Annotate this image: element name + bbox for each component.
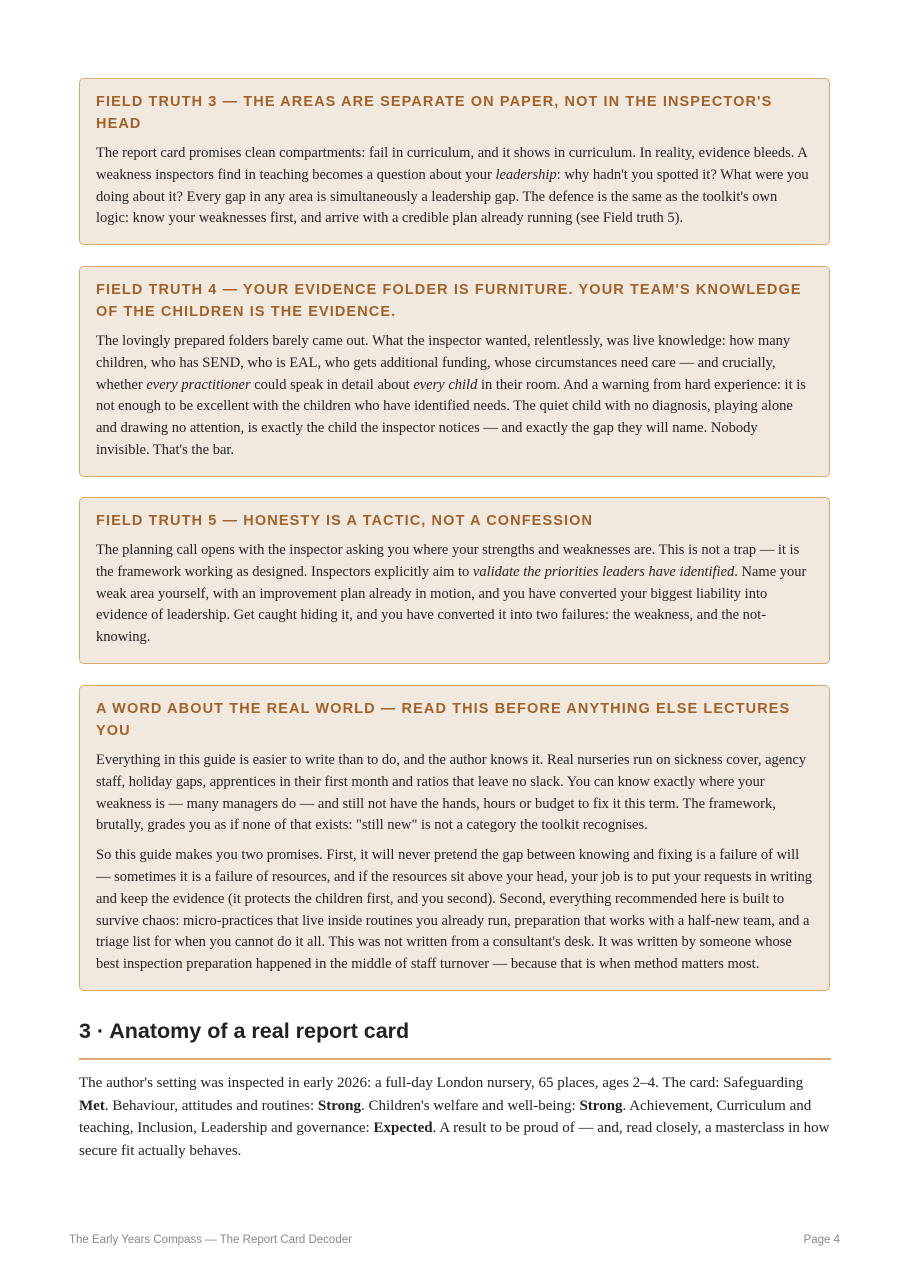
section-heading: 3 · Anatomy of a real report card — [79, 1019, 410, 1043]
text-run: : why hadn't you spotted it? What were you doing about it? Every gap in any area is simultaneously a leadership gap. The defence is the same as the toolkit's own logic: know your weaknesses first, and arrive with a credible plan already running (see Field truth 5). — [96, 166, 809, 227]
field-truth-3-title: FIELD TRUTH 3 — THE AREAS ARE SEPARATE ON PAPER, NOT IN THE INSPECTOR'S HEAD — [96, 94, 773, 132]
bold-text: Strong — [579, 1097, 623, 1114]
text-run: The author's setting was inspected in early 2026: a full-day London nursery, 65 places, ages 2–4. The card: Safeguarding — [79, 1075, 804, 1091]
text-run: The lovingly prepared folders barely came out. What the inspector wanted, relentlessly, was live knowledge: how many children, who has SEND, who is EAL, who gets additional funding, whose circumstances need care — and crucially, whether — [96, 333, 791, 393]
field-truth-5-title: FIELD TRUTH 5 — HONESTY IS A TACTIC, NOT A CONFESSION — [96, 513, 594, 529]
field-truth-4-paragraph — [96, 331, 813, 462]
emphasis-text: validate the priorities leaders have identified — [472, 563, 735, 580]
field-truth-4-title: FIELD TRUTH 4 — YOUR EVIDENCE FOLDER IS FURNITURE. YOUR TEAM'S KNOWLEDGE OF THE CHILDREN IS THE EVIDENCE. — [96, 282, 802, 320]
field-truth-3-box — [79, 78, 830, 245]
real-world-box — [79, 685, 830, 991]
bold-text: Expected — [373, 1120, 433, 1136]
text-run: . Children's welfare and well-being: — [361, 1097, 580, 1114]
text-run: . Behaviour, attitudes and routines: — [104, 1097, 318, 1114]
emphasis-text: every child — [413, 376, 478, 393]
text-run: . A result to be proud of — and, read closely, a masterclass in how secure fit actually behaves. — [79, 1120, 830, 1159]
text-run: in their room. And a warning from hard experience: it is not enough to be excellent with the children who have identified needs. The quiet child with no diagnosis, playing alone and drawing no attention, is exactly the child the inspector notices — and exactly the gap they will name. Nobody invisible. That's the bar. — [96, 376, 806, 458]
text-run: Everything in this guide is easier to write than to do, and the author knows it. Real nurseries run on sickness cover, agency staff, holiday gaps, apprentices in their first month and ratios that leave no slack. You can know exactly where your weakness is — many managers do — and still not have the hands, hours or budget to fix it this term. The framework, brutally, grades you as if none of that exists: "still new" is not a category the toolkit recognises. — [96, 752, 807, 834]
field-truth-3-paragraph — [96, 143, 813, 230]
real-world-paragraph-1 — [96, 750, 813, 837]
text-run: The planning call opens with the inspector asking you where your strengths and weaknesses are. This is not a trap — it is the framework working as designed. Inspectors explicitly aim to — [96, 542, 800, 580]
text-run: . Name your weak area yourself, with an improvement plan already in motion, and you have converted your biggest liability into evidence of leadership. Get caught hiding it, and you have converted it into two failures: the weakness, and the not-knowing. — [96, 563, 807, 646]
real-world-paragraph-2 — [96, 845, 813, 976]
emphasis-text: leadership — [495, 166, 557, 183]
section-paragraph — [79, 1072, 831, 1162]
field-truth-5-paragraph — [96, 540, 813, 649]
text-run: could speak in detail about — [250, 376, 414, 393]
footer-page-number: Page 4 — [803, 1234, 840, 1246]
section-divider — [79, 1058, 831, 1060]
field-truth-4-box — [79, 266, 830, 477]
text-run: The report card promises clean compartments: fail in curriculum, and it shows in curriculum. In reality, evidence bleeds. A weakness inspectors find in teaching becomes a question about your — [96, 145, 807, 183]
bold-text: Strong — [317, 1097, 361, 1114]
field-truth-5-box — [79, 497, 830, 664]
real-world-title: A WORD ABOUT THE REAL WORLD — READ THIS BEFORE ANYTHING ELSE LECTURES YOU — [96, 701, 791, 739]
emphasis-text: every practitioner — [146, 376, 251, 393]
footer-document-title: The Early Years Compass — The Report Card Decoder — [69, 1234, 352, 1246]
text-run: So this guide makes you two promises. First, it will never pretend the gap between knowing and fixing is a failure of will — sometimes it is a failure of resources, and if the resources sit above your head, your job is to put your requests in writing and keep the evidence (it protects the children first, and you second). Second, everything recommended here is built to survive chaos: micro-practices that live inside routines you already run, preparation that works with a half-new team, and a triage list for when you cannot do it all. This was not written from a consultant's desk. It was written by someone whose best inspection preparation happened in the middle of staff turnover — because that is when method matters most. — [96, 847, 812, 973]
text-run: . Achievement, Curriculum and teaching, Inclusion, Leadership and governance: — [79, 1097, 812, 1136]
bold-text: Met — [79, 1097, 105, 1114]
